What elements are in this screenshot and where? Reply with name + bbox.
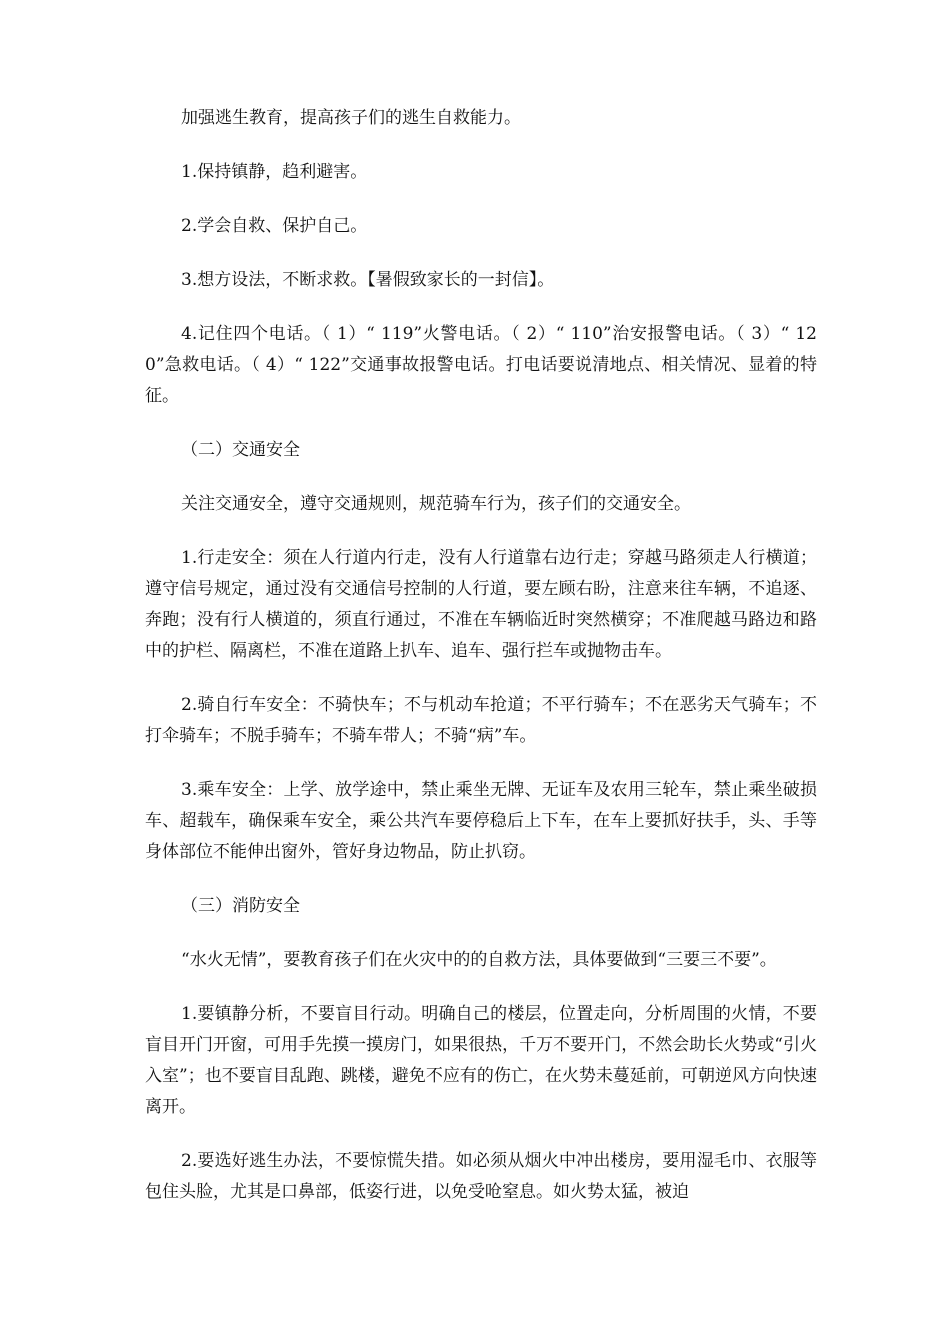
paragraph-item-1: 1.保持镇静，趋利避害。 [181,162,368,182]
paragraph-fire-rule-2: 2.要选好逃生办法，不要惊慌失措。如必须从烟火中冲出楼房，要用湿毛巾、衣服等包住头脸，尤其是口鼻部，低姿行进，以免受呛窒息。如火势太猛，被迫 [145,1151,817,1202]
paragraph-riding-safety: 3.乘车安全：上学、放学途中，禁止乘坐无牌、无证车及农用三轮车，禁止乘坐破损车、超载车，确保乘车安全，乘公共汽车要停稳后上下车，在车上要抓好扶手，头、手等身体部位不能伸出窗外，管好身边物品，防止扒窃。 [145,780,817,862]
paragraph-item-2: 2.学会自救、保护自己。 [181,216,368,236]
paragraph-traffic-intro: 关注交通安全，遵守交通规则，规范骑车行为，孩子们的交通安全。 [181,494,691,514]
paragraph-fire-rule-1: 1.要镇静分析，不要盲目行动。明确自己的楼层，位置走向，分析周围的火情，不要盲目开门开窗，可用手先摸一摸房门，如果很热，千万不要开门，不然会助长火势或“引火入室”；也不要盲目乱跑、跳楼，避免不应有的伤亡，在火势未蔓延前，可朝逆风方向快速离开。 [145,1004,817,1117]
section-heading-fire-safety: （三）消防安全 [181,896,300,916]
paragraph-escape-education: 加强逃生教育，提高孩子们的逃生自救能力。 [181,108,521,128]
paragraph-item-3: 3.想方设法，不断求救。【暑假致家长的一封信】。 [181,270,555,290]
paragraph-fire-intro: “水火无情”，要教育孩子们在火灾中的的自救方法，具体要做到“三要三不要”。 [181,950,777,970]
paragraph-walking-safety: 1.行走安全：须在人行道内行走，没有人行道靠右边行走；穿越马路须走人行横道；遵守信号规定，通过没有交通信号控制的人行道，要左顾右盼，注意来往车辆，不追逐、奔跑；没有行人横道的，须直行通过，不准在车辆临近时突然横穿；不准爬越马路边和路中的护栏、隔离栏，不准在道路上扒车、追车、强行拦车或抛物击车。 [145,548,817,661]
section-heading-traffic-safety: （二）交通安全 [181,440,300,460]
paragraph-item-4-phone-numbers: 4.记住四个电话。（ 1）“ 119”火警电话。（ 2）“ 110”治安报警电话。（ 3）“ 120”急救电话。（ 4）“ 122”交通事故报警电话。打电话要说清地点、相关情况、显着的特征。 [145,324,817,406]
paragraph-cycling-safety: 2.骑自行车安全：不骑快车；不与机动车抢道；不平行骑车；不在恶劣天气骑车；不打伞骑车；不脱手骑车；不骑车带人；不骑“病”车。 [145,695,817,746]
